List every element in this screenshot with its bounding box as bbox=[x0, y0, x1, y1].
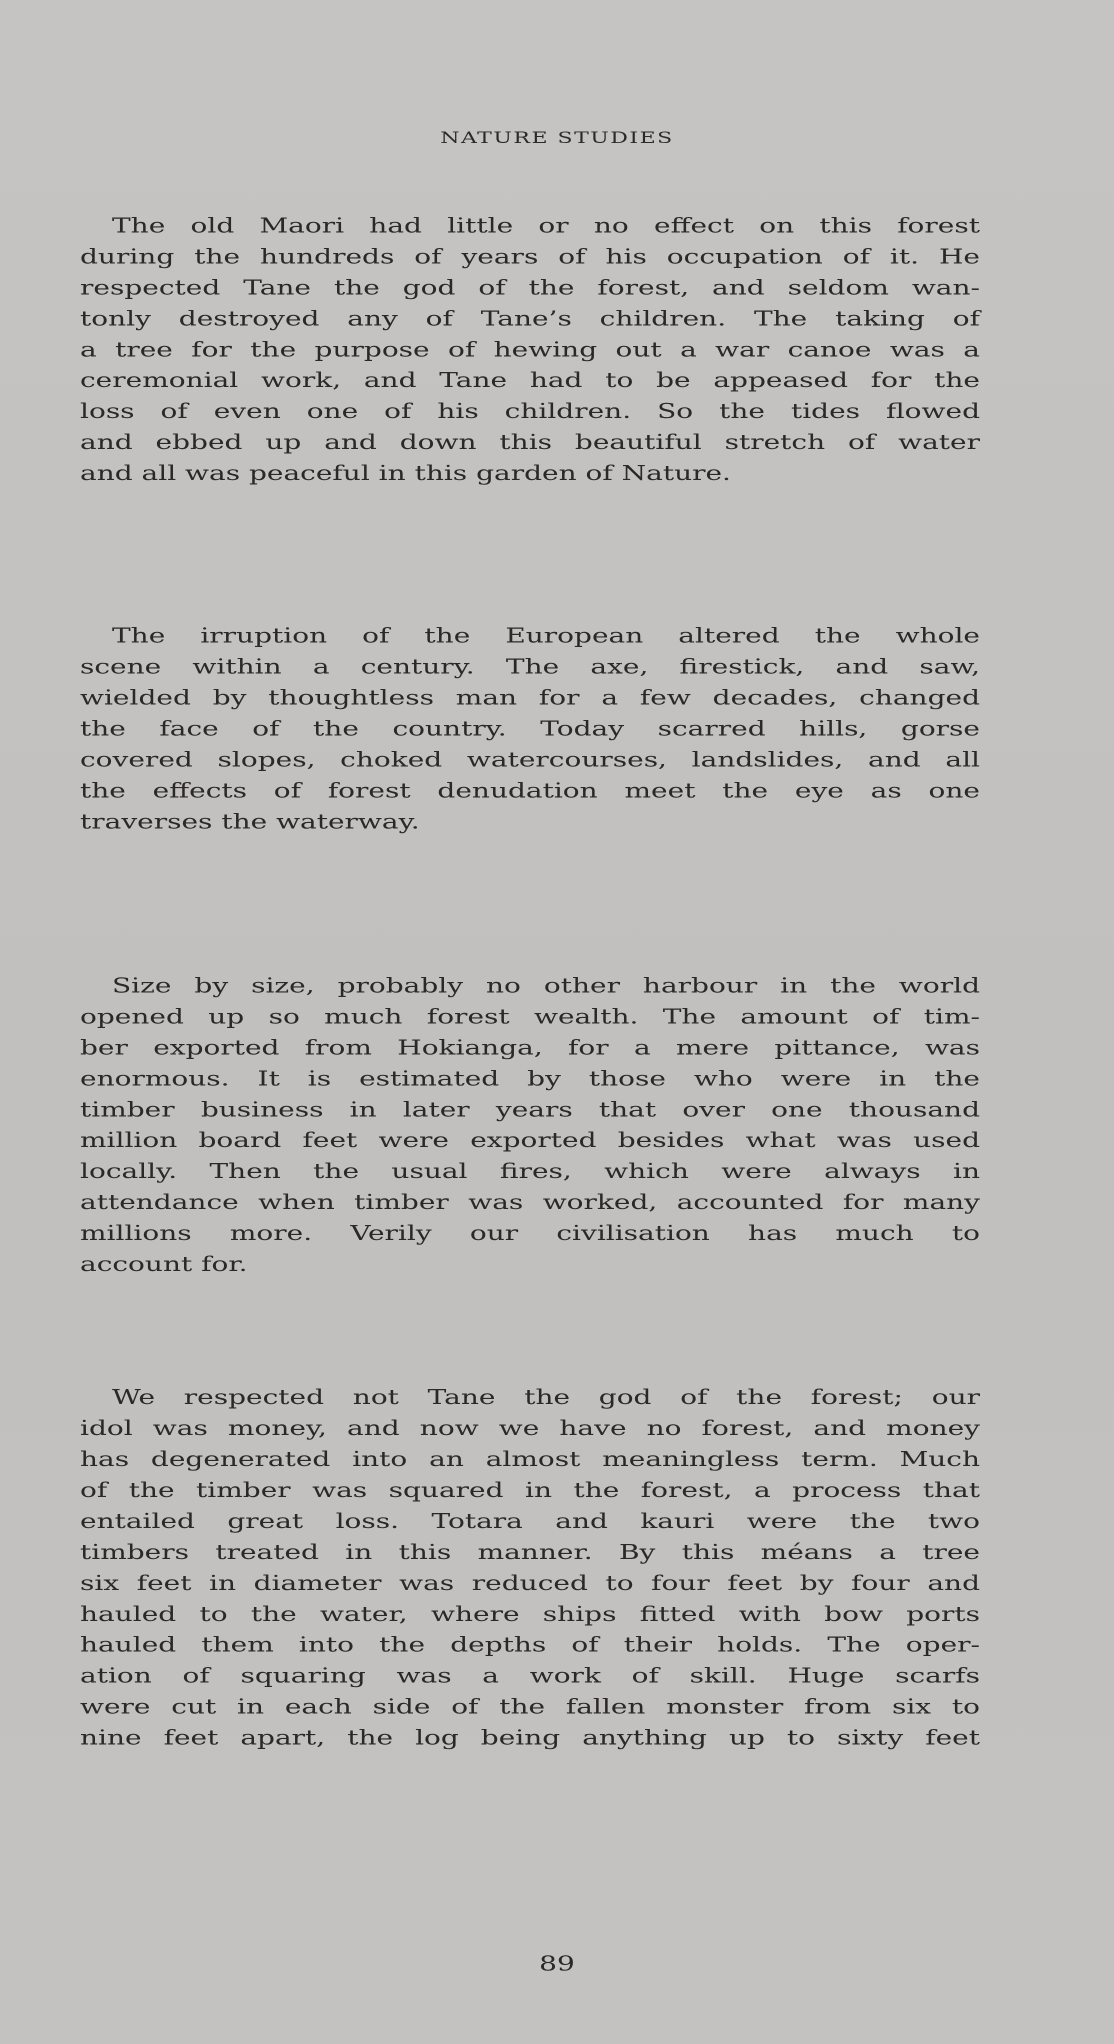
text-line: of the timber was squared in the forest, a process that bbox=[80, 1478, 980, 1503]
text-line: traverses the waterway. bbox=[80, 809, 420, 834]
text-line: entailed great loss. Totara and kauri were the two bbox=[80, 1509, 980, 1533]
text-line: hauled them into the depths of their holds. The oper- bbox=[80, 1632, 980, 1657]
paragraph-3 bbox=[80, 970, 980, 1279]
text-line: idol was money, and now we have no forest, and money bbox=[80, 1416, 980, 1441]
text-line: ation of squaring was a work of skill. Huge scarfs bbox=[80, 1663, 980, 1688]
running-head: NATURE STUDIES bbox=[440, 129, 674, 148]
text-line: nine feet apart, the log being anything up to sixty feet bbox=[80, 1725, 980, 1750]
text-line: attendance when timber was worked, accounted for many bbox=[80, 1190, 980, 1215]
text-line: millions more. Verily our civilisation has much to bbox=[80, 1221, 980, 1246]
text-line: respected Tane the god of the forest, and seldom wan- bbox=[80, 275, 980, 300]
text-line: has degenerated into an almost meaningless term. Much bbox=[80, 1447, 980, 1472]
text-line: opened up so much forest wealth. The amount of tim- bbox=[80, 1004, 980, 1029]
paragraph-4 bbox=[80, 1382, 980, 1753]
text-line: during the hundreds of years of his occupation of it. He bbox=[80, 244, 980, 269]
text-line: We respected not Tane the god of the forest; our bbox=[112, 1385, 980, 1410]
paragraph-2 bbox=[80, 620, 980, 837]
text-line: million board feet were exported besides what was used bbox=[80, 1128, 980, 1153]
text-line: tonly destroyed any of Tane’s children. The taking of bbox=[80, 306, 980, 331]
paragraph-1 bbox=[80, 210, 980, 489]
text-line: six feet in diameter was reduced to four feet by four and bbox=[80, 1571, 980, 1595]
text-line: account for. bbox=[80, 1252, 248, 1277]
text-line: The irruption of the European altered the whole bbox=[112, 623, 980, 648]
text-line: timbers treated in this manner. By this méans a tree bbox=[80, 1540, 980, 1564]
text-line: The old Maori had little or no effect on this forest bbox=[112, 213, 980, 238]
text-line: ber exported from Hokianga, for a mere pittance, was bbox=[80, 1035, 980, 1060]
text-line: locally. Then the usual fires, which were always in bbox=[80, 1159, 980, 1184]
text-line: a tree for the purpose of hewing out a war canoe was a bbox=[80, 337, 980, 362]
text-line: Size by size, probably no other harbour in the world bbox=[112, 973, 980, 998]
text-line: the effects of forest denudation meet the eye as one bbox=[80, 778, 980, 803]
text-line: loss of even one of his children. So the tides flowed bbox=[80, 399, 980, 424]
text-line: covered slopes, choked watercourses, landslides, and all bbox=[80, 747, 980, 772]
text-line: and all was peaceful in this garden of Nature. bbox=[80, 461, 731, 486]
text-line: were cut in each side of the fallen monster from six to bbox=[80, 1694, 980, 1719]
text-line: wielded by thoughtless man for a few decades, changed bbox=[80, 685, 980, 710]
text-line: timber business in later years that over one thousand bbox=[80, 1097, 980, 1122]
text-line: the face of the country. Today scarred hills, gorse bbox=[80, 716, 980, 741]
text-line: enormous. It is estimated by those who were in the bbox=[80, 1066, 980, 1091]
text-line: hauled to the water, where ships fitted with bow ports bbox=[80, 1602, 980, 1626]
text-line: scene within a century. The axe, firestick, and saw, bbox=[80, 654, 980, 679]
page-number: 89 bbox=[539, 1951, 575, 1976]
text-line: ceremonial work, and Tane had to be appeased for the bbox=[80, 368, 980, 393]
text-line: and ebbed up and down this beautiful stretch of water bbox=[80, 430, 980, 455]
